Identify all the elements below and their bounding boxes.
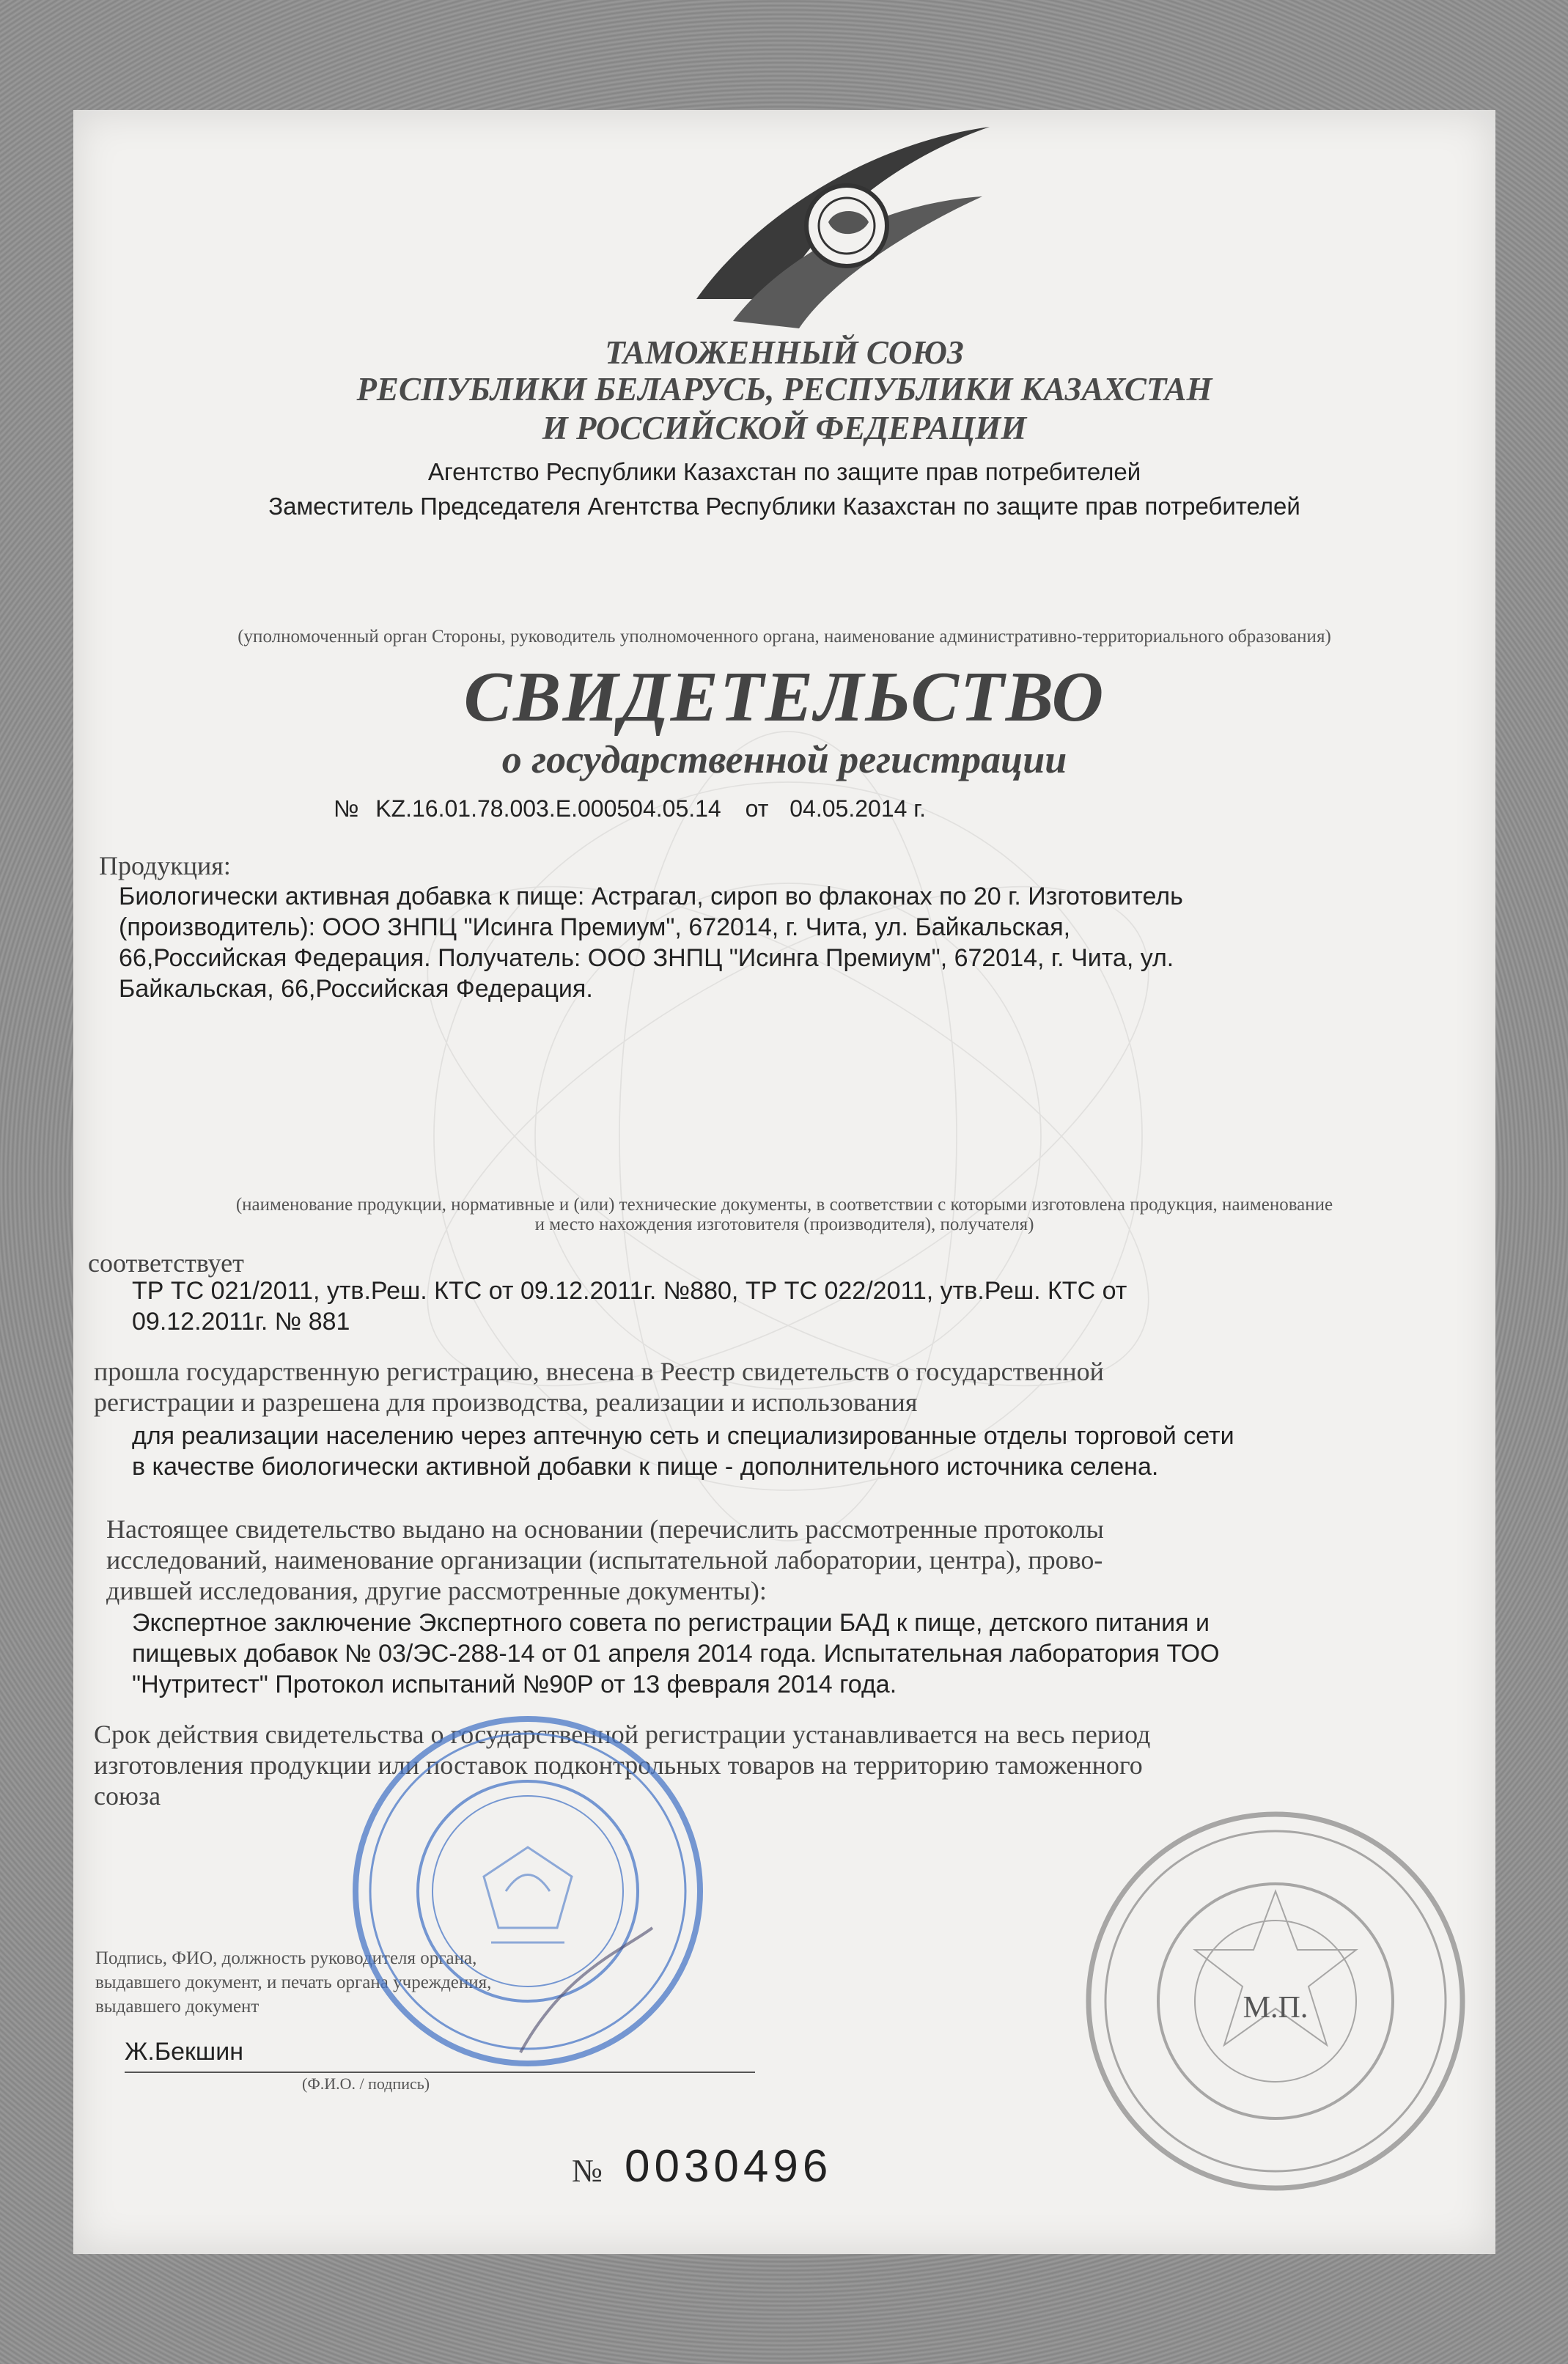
customs-union-logo — [689, 116, 997, 336]
blue-company-stamp — [345, 1708, 711, 2074]
authority-line2: Заместитель Председателя Агентства Республики Казахстан по защите прав потребителей — [268, 493, 1300, 520]
registration-number-row — [334, 795, 926, 822]
usage-scope: для реализации населению через аптечную сеть и специализированные отделы торговой сети в качестве биологически активной добавки к пище - дополнительного источника селена. — [132, 1422, 1234, 1481]
registration-date: 04.05.2014 г. — [789, 795, 926, 822]
mp-label: М.П. — [1243, 1991, 1308, 2025]
product-description — [119, 881, 1482, 1004]
certificate-title: СВИДЕТЕЛЬСТВО — [463, 658, 1105, 737]
union-title-line3: И РОССИЙСКОЙ ФЕДЕРАЦИИ — [542, 410, 1027, 446]
standards-line: ТР ТС 021/2011, утв.Реш. КТС от 09.12.2011г. №880, ТР ТС 022/2011, утв.Реш. КТС от — [132, 1277, 1127, 1305]
compliance-standards — [132, 1275, 1488, 1337]
certificate-sheet — [73, 110, 1495, 2254]
authority-caption: (уполномоченный орган Стороны, руководитель уполномоченного органа, наименование административно-территориального образования) — [238, 627, 1331, 647]
standards-line: 09.12.2011г. № 881 — [132, 1308, 350, 1336]
product-line: (производитель): ООО ЗНПЦ "Исинга Премиум", 672014, г. Чита, ул. Байкальская, — [119, 913, 1071, 941]
signatory-name: Ж.Бекшин — [125, 2038, 243, 2066]
serial-prefix: № — [572, 2153, 603, 2189]
product-caption: (наименование продукции, нормативные и (или) технические документы, в соответствии с которыми изготовлена продукция, наименование и место нахождения изготовителя (производителя), получателя) — [235, 1195, 1333, 1234]
signature-caption: Подпись, ФИО, должность руководителя органа, выдавшего документ, и печать органа учреждения, выдавшего документ — [95, 1948, 492, 2017]
product-line: 66,Российская Федерация. Получатель: ООО ЗНПЦ "Исинга Премиум", 672014, г. Чита, ул. — [119, 944, 1174, 972]
union-title-line1: ТАМОЖЕННЫЙ СОЮЗ — [605, 334, 964, 371]
number-prefix: № — [334, 795, 359, 822]
product-line: Байкальская, 66,Российская Федерация. — [119, 975, 593, 1003]
union-title-line2: РЕСПУБЛИКИ БЕЛАРУСЬ, РЕСПУБЛИКИ КАЗАХСТАН — [356, 371, 1212, 408]
serial-number: 0030496 — [624, 2141, 833, 2192]
product-line: Биологически активная добавка к пище: Астрагал, сироп во флаконах по 20 г. Изготовитель — [119, 883, 1183, 910]
product-label: Продукция: — [99, 851, 231, 880]
registration-number: KZ.16.01.78.003.E.000504.05.14 — [375, 795, 721, 822]
name-caption: (Ф.И.О. / подпись) — [302, 2074, 430, 2093]
basis-documents: Экспертное заключение Экспертного совета по регистрации БАД к пище, детского питания и пищевых добавок № 03/ЭС-288-14 от 01 апреля 2014 года. Испытательная лаборатория ТОО "Нутритест" Протокол испытаний №90Р от 13 февраля 2014 года. — [132, 1609, 1220, 1698]
compliance-label: соответствует — [88, 1248, 244, 1278]
serial-number-row — [572, 2140, 832, 2192]
date-prefix: от — [745, 795, 769, 822]
registration-statement: прошла государственную регистрацию, внесена в Реестр свидетельств о государственной регистрации и разрешена для производства, реализации и использования — [94, 1357, 1104, 1417]
authority-line1: Агентство Республики Казахстан по защите прав потребителей — [427, 458, 1141, 485]
basis-statement: Настоящее свидетельство выдано на основании (перечислить рассмотренные протоколы исследований, наименование организации (испытательной лаборатории, центра), прово- дившей исследования, другие рассмотренные документы): — [106, 1514, 1104, 1605]
certificate-subtitle: о государственной регистрации — [501, 737, 1067, 781]
validity-statement: Срок действия свидетельства о государственной регистрации устанавливается на весь период изготовления продукции или поставок подконтрольных товаров на территорию таможенного союза — [94, 1720, 1151, 1811]
